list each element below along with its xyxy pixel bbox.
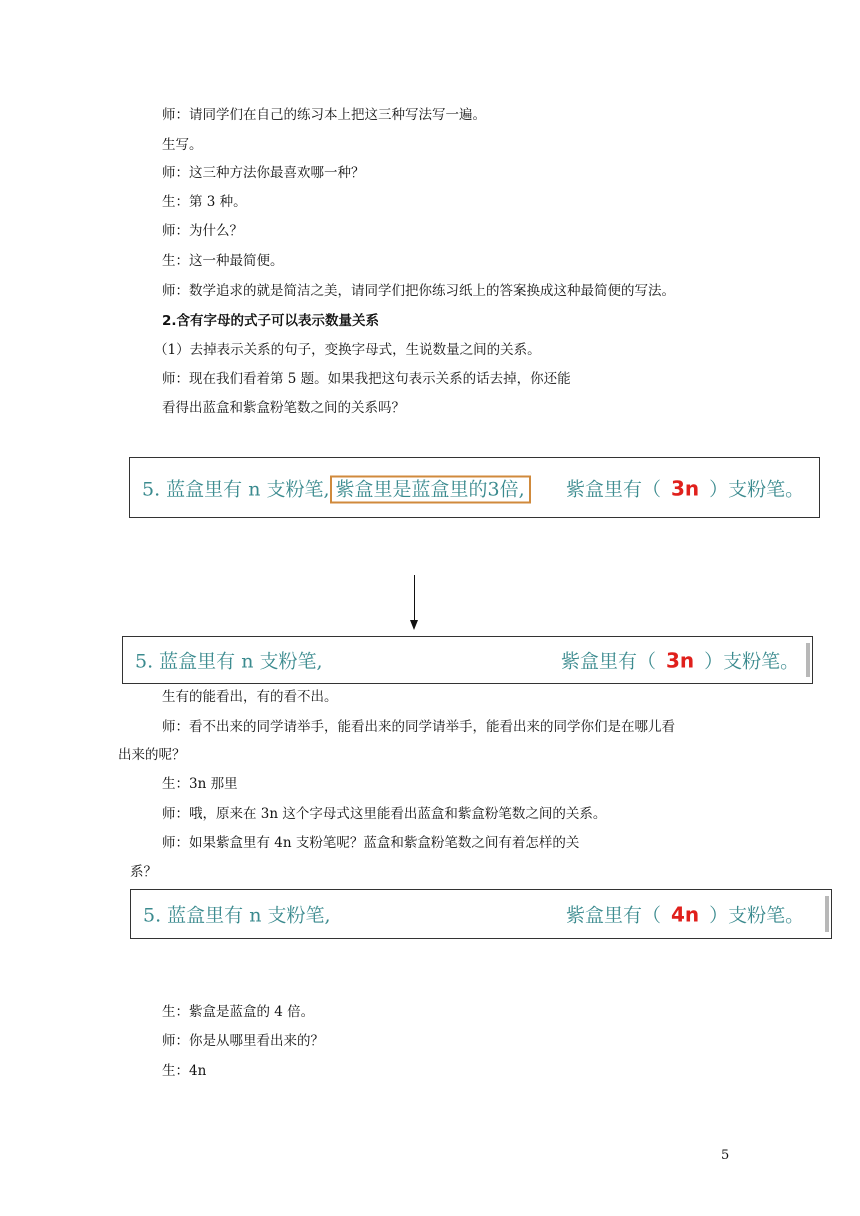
box3-edge: [825, 896, 829, 932]
paragraph-15: 生：3n 那里: [162, 776, 238, 792]
paragraph-7: 师：数学追求的就是简洁之美，请同学们把你练习纸上的答案换成这种最简便的写法。: [162, 283, 675, 299]
paragraph-2: 生写。: [162, 137, 203, 153]
paragraph-14: 出来的呢？: [118, 747, 186, 763]
box3-part3: ）支粉笔。: [709, 904, 805, 927]
box3-answer: 4n: [671, 902, 700, 927]
exercise-box-removed-relation: [122, 636, 813, 684]
paragraph-4: 生：第 3 种。: [162, 194, 247, 210]
paragraph-9: （1）去掉表示关系的句子，变换字母式，生说数量之间的关系。: [154, 342, 541, 358]
paragraph-19: 生：紫盒是蓝盒的 4 倍。: [162, 1004, 315, 1020]
box3-part2: 紫盒里有（: [566, 904, 662, 927]
paragraph-12: 生有的能看出，有的看不出。: [162, 689, 338, 705]
box3-part1: 5. 蓝盒里有 n 支粉笔,: [143, 904, 331, 927]
paragraph-11: 看得出蓝盒和紫盒粉笔数之间的关系吗？: [162, 400, 405, 416]
down-arrow-icon: [414, 575, 415, 621]
arrow-head-icon: [410, 620, 418, 630]
box2-part3: ）支粉笔。: [704, 650, 800, 673]
box1-part2: 紫盒里有（: [566, 478, 662, 500]
box2-edge: [806, 643, 810, 677]
paragraph-16: 师：哦，原来在 3n 这个字母式这里能看出蓝盒和紫盒粉笔数之间的关系。: [162, 806, 607, 822]
box1-answer: 3n: [671, 476, 700, 500]
paragraph-1: 师：请同学们在自己的练习本上把这三种写法写一遍。: [162, 107, 486, 123]
exercise-box-4n: [130, 889, 832, 939]
paragraph-13: 师：看不出来的同学请举手，能看出来的同学请举手，能看出来的同学你们是在哪儿看: [162, 719, 675, 735]
section-heading: 2.含有字母的式子可以表示数量关系: [162, 313, 380, 329]
page-number: 5: [721, 1148, 730, 1163]
box2-part1: 5. 蓝盒里有 n 支粉笔,: [135, 650, 323, 673]
paragraph-5: 师：为什么？: [162, 223, 243, 239]
paragraph-3: 师：这三种方法你最喜欢哪一种？: [162, 165, 365, 181]
paragraph-21: 生：4n: [162, 1063, 207, 1079]
paragraph-20: 师：你是从哪里看出来的？: [162, 1033, 324, 1049]
paragraph-6: 生：这一种最简便。: [162, 253, 284, 269]
box2-answer: 3n: [666, 648, 695, 673]
box2-part2: 紫盒里有（: [561, 650, 657, 673]
relation-highlight: 紫盒里是蓝盒里的3倍,: [330, 475, 531, 503]
exercise-box-original: [129, 457, 820, 518]
box1-part1: 5. 蓝盒里有 n 支粉笔,: [142, 478, 330, 500]
box1-part3: ）支粉笔。: [709, 478, 805, 500]
paragraph-18: 系？: [130, 864, 157, 880]
paragraph-10: 师：现在我们看着第 5 题。如果我把这句表示关系的话去掉，你还能: [162, 371, 571, 387]
paragraph-17: 师：如果紫盒里有 4n 支粉笔呢？蓝盒和紫盒粉笔数之间有着怎样的关: [162, 835, 580, 851]
